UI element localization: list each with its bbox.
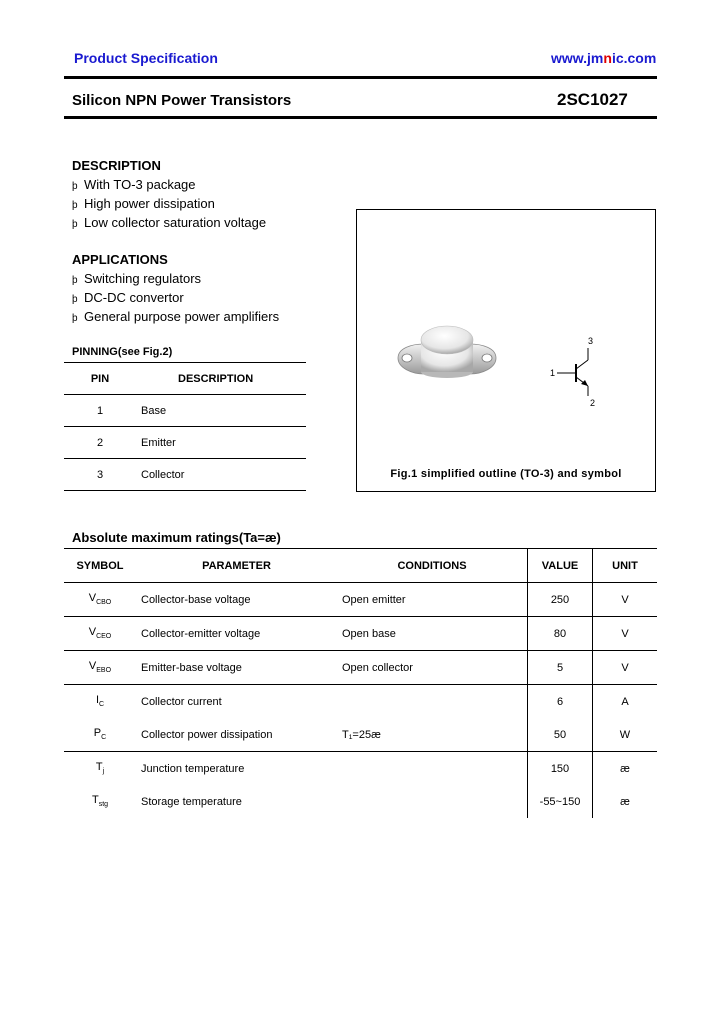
conditions-cell	[337, 685, 528, 719]
pin-description: Base	[136, 395, 306, 427]
description-item: þ With TO-3 package	[72, 177, 196, 192]
table-row	[64, 718, 657, 752]
table-row	[64, 685, 657, 719]
parameter-cell: Collector power dissipation	[136, 718, 337, 752]
symbol-cell: $V_{CEO}$	[64, 617, 136, 651]
applications-heading: APPLICATIONS	[72, 252, 168, 267]
col-conditions: CONDITIONS	[337, 549, 528, 583]
unit-cell: A	[593, 685, 658, 719]
bullet-icon: þ	[72, 219, 78, 230]
col-symbol: SYMBOL	[64, 549, 136, 583]
symbol-cell: $T_j$	[95, 761, 105, 776]
pin-description: Collector	[136, 459, 306, 491]
description-item: þ Low collector saturation voltage	[72, 215, 267, 230]
table-header-row	[64, 549, 657, 583]
bullet-icon: þ	[72, 294, 78, 305]
value-cell: 150	[528, 752, 593, 786]
col-value: VALUE	[528, 549, 593, 583]
table-header-row	[64, 363, 306, 395]
symbol-cell: $T_{stg}$	[91, 794, 109, 809]
conditions-cell: T₁=25æ	[337, 718, 528, 752]
table-row	[64, 427, 306, 459]
parameter-cell: Collector-base voltage	[136, 583, 337, 617]
unit-cell: W	[593, 718, 658, 752]
url-part-2: ic.com	[611, 50, 657, 66]
pin-number: 2	[64, 427, 136, 459]
table-row	[64, 583, 657, 617]
parameter-cell: Emitter-base voltage	[136, 651, 337, 685]
symbol-label-emitter: 2	[590, 398, 596, 408]
bullet-icon: þ	[72, 313, 78, 324]
conditions-cell	[337, 752, 528, 786]
header-rule-bottom	[64, 116, 657, 119]
value-cell: 250	[528, 583, 593, 617]
ratings-heading: Absolute maximum ratings(Ta=æ)	[72, 530, 281, 545]
application-item: þ Switching regulators	[72, 271, 202, 286]
table-row	[64, 617, 657, 651]
table-row	[64, 459, 306, 491]
unit-cell: V	[593, 617, 658, 651]
symbol-label-collector: 3	[588, 336, 594, 346]
unit-cell: æ	[593, 785, 658, 818]
table-row	[64, 785, 657, 818]
parameter-cell: Collector current	[141, 695, 222, 708]
description-item: þ High power dissipation	[72, 196, 215, 211]
parameter-cell: Storage temperature	[141, 795, 242, 808]
pinning-table	[64, 362, 306, 491]
unit-cell: V	[593, 651, 658, 685]
bullet-icon: þ	[72, 200, 78, 211]
pin-number: 1	[64, 395, 136, 427]
header-product-spec: Product Specification	[74, 50, 218, 66]
col-description: DESCRIPTION	[136, 363, 306, 395]
part-number: 2SC1027	[557, 90, 628, 109]
pinning-heading: PINNING(see Fig.2)	[72, 346, 173, 358]
conditions-cell: Open collector	[337, 651, 528, 685]
application-item: þ General purpose power amplifiers	[72, 309, 280, 324]
conditions-cell	[337, 785, 528, 818]
value-cell: 6	[528, 685, 593, 719]
value-cell: 50	[528, 718, 593, 752]
pin-number: 3	[64, 459, 136, 491]
bullet-icon: þ	[72, 181, 78, 192]
value-cell: 5	[528, 651, 593, 685]
parameter-cell: Collector-emitter voltage	[136, 617, 337, 651]
url-part-red: n	[603, 50, 612, 66]
to3-package-image	[392, 322, 502, 392]
table-row	[64, 752, 657, 786]
bullet-icon: þ	[72, 275, 78, 286]
symbol-cell: $V_{EBO}$	[64, 651, 136, 685]
unit-cell: V	[593, 583, 658, 617]
col-pin: PIN	[64, 363, 136, 395]
ratings-table	[64, 548, 657, 818]
col-parameter: PARAMETER	[136, 549, 337, 583]
symbol-label-base: 1	[550, 368, 556, 378]
npn-symbol-icon	[548, 334, 604, 408]
header-rule-top	[64, 76, 657, 79]
table-row	[64, 651, 657, 685]
conditions-cell: Open emitter	[337, 583, 528, 617]
parameter-cell: Junction temperature	[141, 762, 245, 775]
col-unit: UNIT	[593, 549, 658, 583]
symbol-cell: $V_{CBO}$	[64, 583, 136, 617]
unit-cell: æ	[593, 752, 658, 786]
header-url[interactable]	[551, 50, 656, 66]
application-item: þ DC-DC convertor	[72, 290, 184, 305]
symbol-cell: $P_C$	[64, 718, 136, 752]
pin-description: Emitter	[136, 427, 306, 459]
value-cell: -55~150	[528, 785, 593, 818]
value-cell: 80	[528, 617, 593, 651]
table-row	[64, 395, 306, 427]
symbol-cell: $I_C$	[95, 694, 105, 709]
description-heading: DESCRIPTION	[72, 158, 161, 173]
product-line-title: Silicon NPN Power Transistors	[72, 92, 292, 109]
figure-caption: Fig.1 simplified outline (TO-3) and symbol	[390, 468, 622, 480]
conditions-cell: Open base	[337, 617, 528, 651]
url-part-1: www.jm	[551, 50, 604, 66]
